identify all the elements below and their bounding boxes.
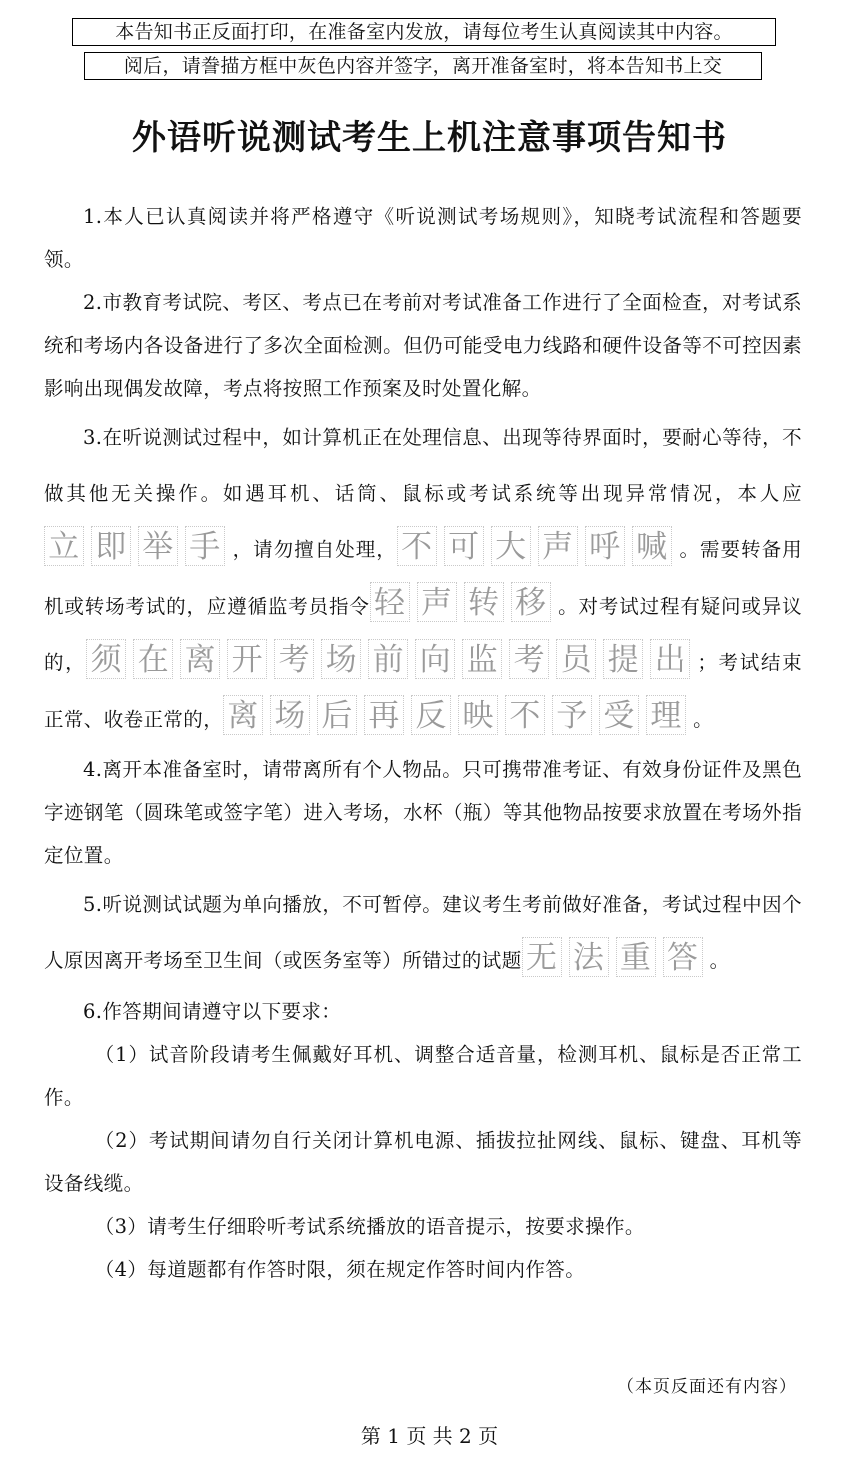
paragraph-5-text-2: 。	[709, 949, 730, 972]
trace-char: 大	[491, 526, 531, 566]
trace-char: 不	[397, 526, 437, 566]
trace-char: 可	[444, 526, 484, 566]
trace-char: 再	[364, 695, 404, 735]
page-title: 外语听说测试考生上机注意事项告知书	[132, 118, 727, 158]
list-item: （4）每道题都有作答时限，须在规定作答时间内作答。	[94, 1257, 586, 1281]
paragraph-3-text-3: 。需要转备用机或转场考试的，应遵循监考员指令	[44, 538, 803, 618]
trace-char: 声	[538, 526, 578, 566]
trace-char: 声	[417, 582, 457, 622]
trace-char: 映	[458, 695, 498, 735]
trace-char: 不	[505, 695, 545, 735]
trace-char: 提	[603, 639, 643, 679]
instruction-notice-box: 阅后，请誊描方框中灰色内容并签字，离开准备室时，将本告知书上交	[84, 52, 762, 80]
paragraph-3-text-6: 。	[693, 707, 714, 731]
trace-char: 考	[274, 639, 314, 679]
trace-char: 举	[138, 526, 178, 566]
trace-char: 呼	[585, 526, 625, 566]
trace-char: 场	[270, 695, 310, 735]
trace-char: 予	[552, 695, 592, 735]
trace-char: 员	[556, 639, 596, 679]
paragraph-5-text-1: 5.听说测试试题为单向播放，不可暂停。建议考生考前做好准备，考试过程中因个人原因离开考场至卫生间（或医务室等）所错过的试题	[44, 893, 802, 972]
trace-char: 手	[185, 526, 225, 566]
trace-char: 即	[91, 526, 131, 566]
trace-char: 须	[86, 639, 126, 679]
trace-char: 受	[599, 695, 639, 735]
paragraph-1: 1.本人已认真阅读并将严格遵守《听说测试考场规则》，知晓考试流程和答题要领。	[44, 205, 802, 271]
paragraph-3-text-1: 3.在听说测试过程中，如计算机正在处理信息、出现等待界面时，要耐心等待，不做其他无关操作。如遇耳机、话筒、鼠标或考试系统等出现异常情况，本人应	[44, 426, 802, 505]
trace-box-raise-before-leaving[interactable]	[86, 636, 697, 692]
trace-char: 场	[321, 639, 361, 679]
list-item: （2）考试期间请勿自行关闭计算机电源、插拔拉扯网线、鼠标、键盘、耳机等设备线缆。	[44, 1128, 802, 1195]
paragraph-3-text-5: ；考试结束正常、收卷正常的，	[44, 651, 802, 731]
trace-char: 移	[511, 582, 551, 622]
trace-char: 在	[133, 639, 173, 679]
trace-char: 立	[44, 526, 84, 566]
trace-char: 后	[317, 695, 357, 735]
trace-char: 法	[569, 937, 609, 977]
paragraph-2: 2.市教育考试院、考区、考点已在考前对考试准备工作进行了全面检查，对考试系统和考场内各设备进行了多次全面检测。但仍可能受电力线路和硬件设备等不可控因素影响出现偶发故障，考点将按照工作预案及时处置化解。	[44, 291, 802, 400]
reverse-side-note: （本页反面还有内容）	[617, 1377, 797, 1397]
trace-char: 轻	[370, 582, 410, 622]
trace-char: 无	[522, 937, 562, 977]
document-body	[44, 195, 802, 1291]
trace-char: 重	[616, 937, 656, 977]
trace-box-cannot-reanswer[interactable]	[522, 934, 710, 990]
trace-char: 监	[462, 639, 502, 679]
trace-box-move-quietly[interactable]	[370, 579, 558, 635]
paragraph-3-text-2: ，请勿擅自处理，	[232, 538, 397, 561]
print-notice-box: 本告知书正反面打印，在准备室内发放，请每位考生认真阅读其中内容。	[72, 18, 776, 46]
trace-char: 出	[650, 639, 690, 679]
list-item: （1）试音阶段请考生佩戴好耳机、调整合适音量，检测耳机、鼠标是否正常工作。	[44, 1042, 802, 1109]
trace-char: 转	[464, 582, 504, 622]
trace-char: 喊	[632, 526, 672, 566]
trace-char: 理	[646, 695, 686, 735]
trace-char: 离	[223, 695, 263, 735]
trace-char: 开	[227, 639, 267, 679]
trace-box-no-complaints-after[interactable]	[223, 692, 693, 748]
paragraph-6: 6.作答期间请遵守以下要求：	[83, 999, 342, 1023]
trace-char: 前	[368, 639, 408, 679]
trace-char: 离	[180, 639, 220, 679]
trace-char: 答	[663, 937, 703, 977]
trace-box-no-shouting[interactable]	[397, 523, 679, 579]
paragraph-4: 4.离开本准备室时，请带离所有个人物品。只可携带准考证、有效身份证件及黑色字迹钢笔（圆珠笔或签字笔）进入考场，水杯（瓶）等其他物品按要求放置在考场外指定位置。	[44, 758, 802, 867]
trace-char: 反	[411, 695, 451, 735]
trace-box-raise-hand[interactable]	[44, 523, 232, 579]
paragraph-5	[44, 877, 802, 990]
list-item: （3）请考生仔细聆听考试系统播放的语音提示，按要求操作。	[94, 1214, 645, 1238]
page-number: 第 1 页 共 2 页	[360, 1424, 499, 1448]
paragraph-3	[44, 410, 802, 748]
trace-char: 考	[509, 639, 549, 679]
paragraph-3-text-4: 。对考试过程有疑问或异议的，	[44, 594, 802, 674]
trace-char: 向	[415, 639, 455, 679]
